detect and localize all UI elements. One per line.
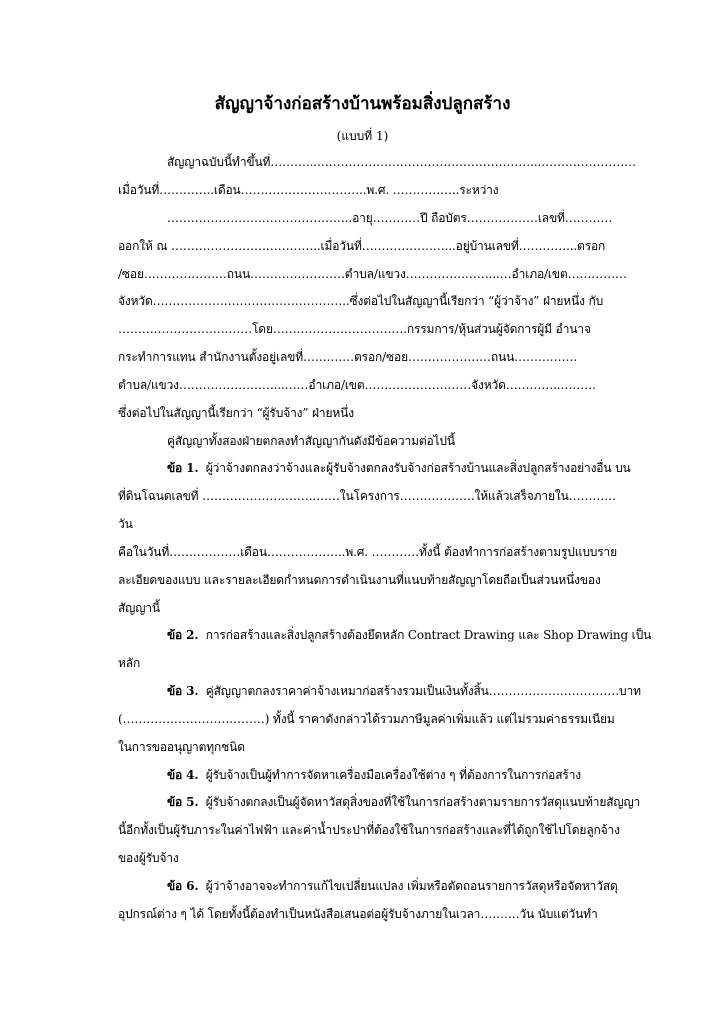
body-line: กระทำการแทน สำนักงานตั้งอยู่เลขที่…….……ตรอก/ซอย…………………ถนน…………….	[118, 350, 578, 364]
body-line: ตำบล/แขวง……………………...……อำเภอ/เขต………………………จังหวัด…………..………	[118, 378, 596, 392]
body-line: ละเอียดของแบบ และรายละเอียดกำหนดการดำเนินงานที่แนบท้ายสัญญาโดยถือเป็นส่วนหนึ่งของ	[118, 573, 601, 587]
body-line: คู่สัญญาทั้งสองฝ่ายตกลงทำสัญญากันดังมีข้อความต่อไปนี้	[167, 434, 455, 448]
body-line: คือในวันที่………………เดือน………………..พ.ศ. …………ทั้งนี้ ต้องทำการก่อสร้างตามรูปแบบราย	[118, 545, 618, 559]
clause-3-text: คู่สัญญาตกลงราคาค่าจ้างเหมาก่อสร้างรวมเป็นเงินทั้งสิ้น……………………………บาท	[205, 684, 641, 698]
document-subtitle: (แบบที่ 1)	[336, 129, 389, 143]
document-title: สัญญาจ้างก่อสร้างบ้านพร้อมสิ่งปลูกสร้าง	[214, 94, 511, 114]
body-line: เมื่อวันที่…………..เดือน…………………………..พ.ศ. ……………..ระหว่าง	[118, 183, 499, 197]
clause-6-text: ผู้ว่าจ้างอาจจะทำการแก้ไขเปลี่ยนแปลง เพิ่มหรือตัดถอนรายการวัสดุหรือจัดหาวัสดุ	[205, 879, 618, 893]
body-line: อุปกรณ์ต่าง ๆ ได้ โดยทั้งนี้ต้องทำเป็นหนังสือเสนอต่อผู้รับจ้างภายในเวลา……….วัน นับแต่วันทำ	[118, 907, 598, 921]
clause-1-text: ผู้ว่าจ้างตกลงว่าจ้างและผู้รับจ้างตกลงรับจ้างก่อสร้างบ้านและสิ่งปลูกสร้างอย่างอื่น บน	[205, 461, 631, 475]
clause-1-number: ข้อ 1.	[167, 461, 199, 475]
body-line: วัน	[118, 517, 133, 531]
body-line: ซึ่งต่อไปในสัญญานี้เรียกว่า “ผู้รับจ้าง” ฝ่ายหนึ่ง	[118, 406, 354, 420]
clause-5-number: ข้อ 5.	[167, 795, 199, 809]
clause-2-text: การก่อสร้างและสิ่งปลูกสร้างต้องยึดหลัก Contract Drawing และ Shop Drawing เป็น	[205, 628, 652, 642]
clause-4	[167, 767, 581, 783]
clause-6-number: ข้อ 6.	[167, 879, 199, 893]
body-line: จังหวัด…………………………………………..ซึ่งต่อไปในสัญญานี้เรียกว่า “ผู้ว่าจ้าง” ฝ่ายหนึ่ง กับ	[118, 294, 604, 308]
body-line: ………………………………………..อายุ…………ปี ถือบัตร………………เลขที่…………	[167, 211, 613, 225]
body-line: ที่ดินโฉนดเลขที่ ………………………..……ในโครงการ……………….ให้แล้วเสร็จภายใน…………	[118, 489, 617, 503]
clause-3	[167, 683, 641, 699]
clause-5-text: ผู้รับจ้างตกลงเป็นผู้จัดหาวัสดุสิ่งของที่ใช้ในการก่อสร้างตามรายการวัสดุแนบท้ายสัญญา	[205, 795, 641, 809]
body-line: ในการขออนุญาตทุกชนิด	[118, 740, 245, 754]
clause-4-text: ผู้รับจ้างเป็นผู้ทำการจัดหาเครื่องมือเครื่องใช้ต่าง ๆ ที่ต้องการในการก่อสร้าง	[205, 768, 582, 782]
body-line: ……………………….……โดย…………………………….กรรมการ/หุ้นส่วนผู้จัดการผู้มี อำนาจ	[118, 322, 591, 336]
clause-5	[167, 794, 640, 810]
body-line: สัญญานี้	[118, 601, 160, 615]
body-line: ของผู้รับจ้าง	[118, 851, 179, 865]
clause-4-number: ข้อ 4.	[167, 768, 199, 782]
body-line: ออกให้ ณ ………………………………..เมื่อวันที่…………………...อยู่บ้านเลขที่…………...ตรอก	[118, 239, 606, 253]
clause-2-number: ข้อ 2.	[167, 628, 199, 642]
body-line: /ซอย…………………ถนน……………………ตำบล/แขวง…………………...…อำเภอ/เขต……………	[118, 267, 627, 281]
clause-2	[167, 627, 651, 643]
clause-6	[167, 878, 618, 894]
body-line: หลัก	[118, 656, 141, 670]
clause-1	[167, 460, 631, 476]
clause-3-number: ข้อ 3.	[167, 684, 199, 698]
body-line: นี้อีกทั้งเป็นผู้รับภาระในค่าไฟฟ้า และค่าน้ำประปาที่ต้องใช้ในการก่อสร้างและที่ได้ถูกใช้ไปโดยลูกจ้าง	[118, 823, 620, 837]
body-line: (………………………………) ทั้งนี้ ราคาดังกล่าวได้รวมภาษีมูลค่าเพิ่มแล้ว แต่ไม่รวมค่าธรรมเนียม	[118, 712, 615, 726]
body-line: สัญญาฉบับนี้ทำขึ้นที่………...………………………………………………...……………………	[167, 155, 636, 169]
